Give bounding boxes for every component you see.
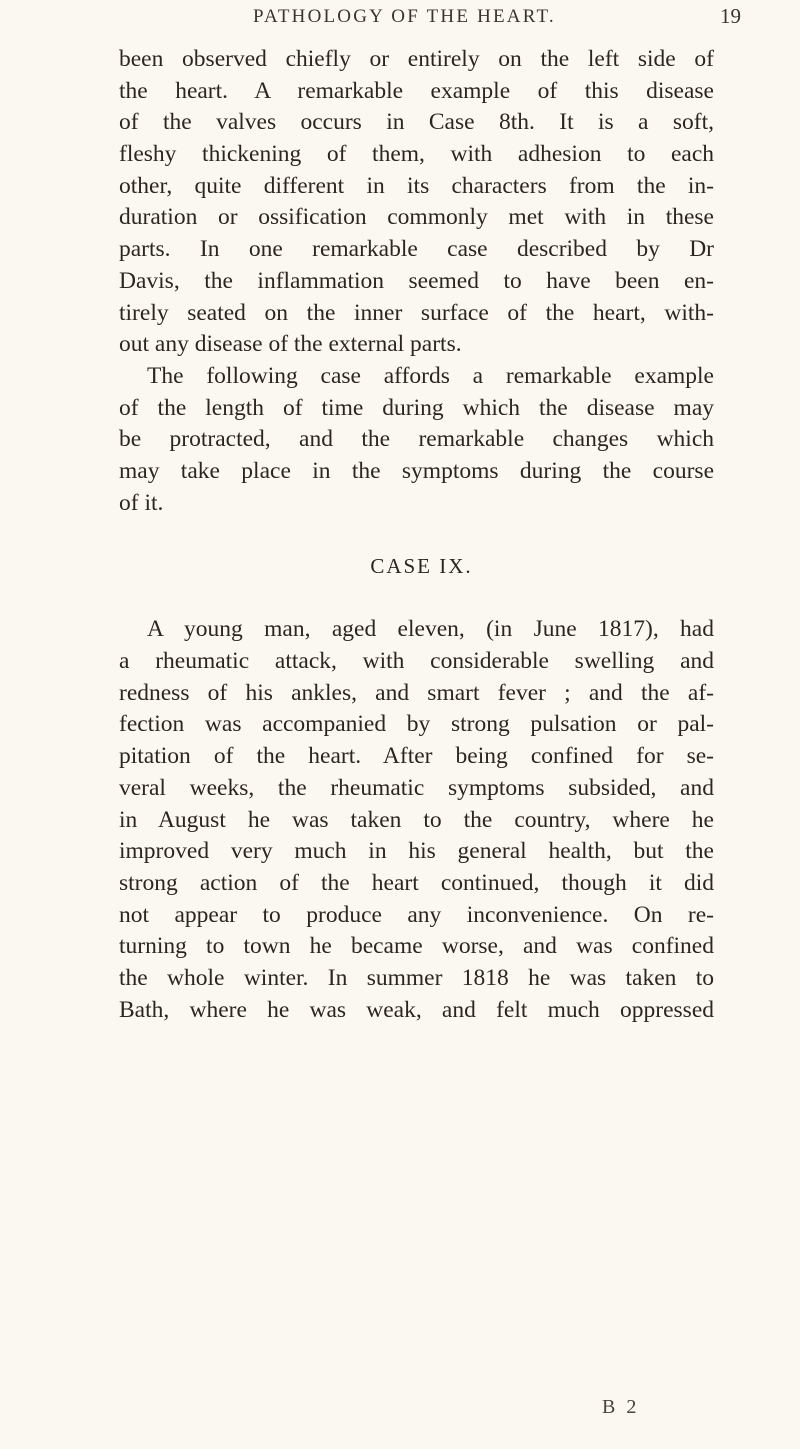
text-line: duration or ossification commonly met with in these	[119, 204, 714, 231]
text-line: pitation of the heart. After being confined for se-	[119, 743, 714, 770]
text-line: the heart. A remarkable example of this disease	[119, 77, 714, 104]
text-line: Davis, the inflammation seemed to have been en-	[119, 267, 714, 294]
text-line: turning to town he became worse, and was confined	[119, 933, 714, 960]
text-line: fleshy thickening of them, with adhesion to each	[119, 141, 714, 168]
text-line: been observed chiefly or entirely on the left side of	[119, 46, 714, 72]
text-line: out any disease of the external parts.	[119, 331, 462, 358]
text-line: in August he was taken to the country, where he	[119, 806, 714, 833]
text-line: The following case affords a remarkable example	[147, 362, 714, 389]
text-line: fection was accompanied by strong pulsation or pal-	[119, 711, 714, 738]
case-heading: CASE IX.	[370, 554, 473, 578]
text-line: not appear to produce any inconvenience. On re-	[119, 901, 714, 928]
text-line: parts. In one remarkable case described by Dr	[119, 236, 714, 263]
signature-mark: B 2	[602, 1396, 640, 1418]
text-line: be protracted, and the remarkable changes which	[119, 426, 714, 453]
text-line: strong action of the heart continued, though it did	[119, 869, 714, 896]
text-line: Bath, where he was weak, and felt much oppressed	[119, 996, 714, 1023]
body-text	[119, 44, 714, 1026]
page-number: 19	[720, 4, 741, 28]
running-head	[0, 4, 800, 34]
spacer	[119, 583, 714, 615]
text-line: of the length of time during which the disease may	[119, 394, 714, 421]
text-line: of the valves occurs in Case 8th. It is a soft,	[119, 109, 714, 136]
text-line: A young man, aged eleven, (in June 1817), had	[147, 616, 714, 643]
text-line: veral weeks, the rheumatic symptoms subsided, and	[119, 774, 714, 801]
text-line: of it.	[119, 489, 164, 516]
text-line: the whole winter. In summer 1818 he was taken to	[119, 964, 714, 991]
spacer	[119, 519, 714, 551]
text-line: a rheumatic attack, with considerable swelling and	[119, 648, 714, 675]
text-line: improved very much in his general health, but the	[119, 838, 714, 865]
text-line: redness of his ankles, and smart fever ; and the af-	[119, 679, 714, 706]
text-line: may take place in the symptoms during the course	[119, 457, 714, 484]
running-title: PATHOLOGY OF THE HEART.	[253, 6, 556, 27]
text-line: other, quite different in its characters from the in-	[119, 172, 714, 199]
text-line: tirely seated on the inner surface of the heart, with-	[119, 299, 714, 326]
